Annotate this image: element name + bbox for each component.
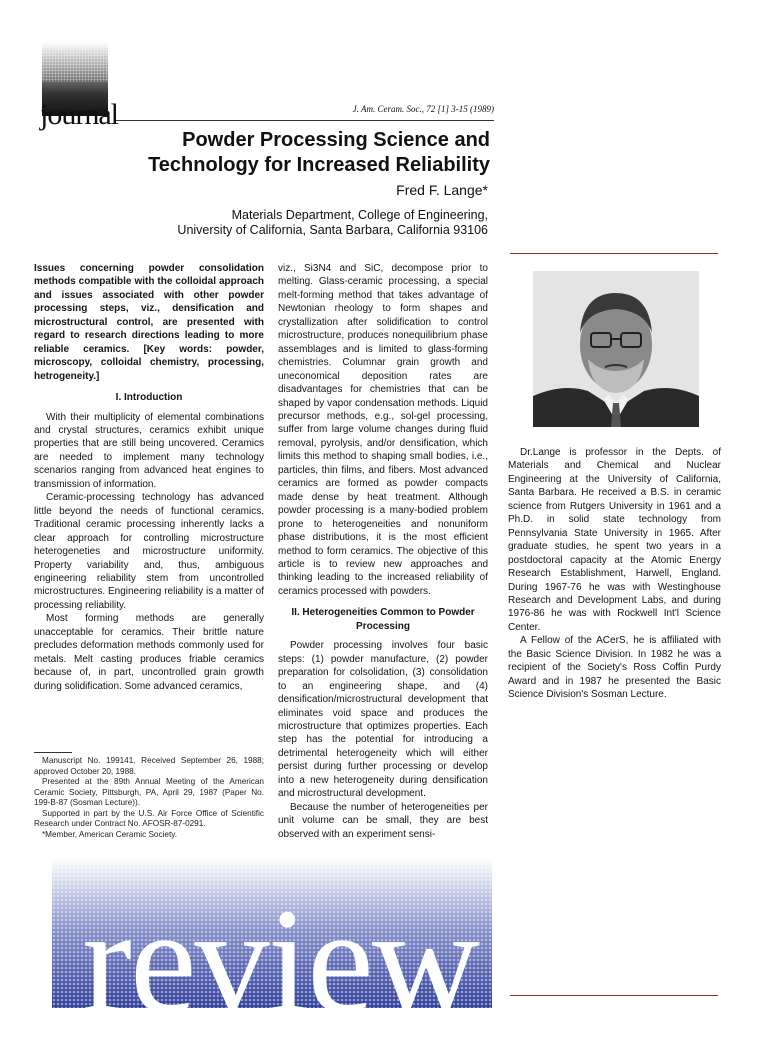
author-bio: [508, 446, 721, 702]
review-wordmark: review: [82, 878, 479, 1044]
author-portrait-icon: [533, 271, 699, 427]
footnote: Presented at the 89th Annual Meeting of the American Ceramic Society, Pittsburgh, PA, April 29, 1987 (Paper No. 199-B-87 (Sosman Lecture)).: [34, 777, 264, 807]
column-1: [34, 262, 264, 693]
bio-paragraph: A Fellow of the ACerS, he is affiliated with the Basic Science Division. In 1982 he was a recipient of the Society's Ross Coffin Purdy Award and in 1987 he presented the Basic Science Division's Sosman Lecture.: [508, 635, 721, 701]
footnote: Supported in part by the U.S. Air Force Office of Scientific Research under Contract No. AFOSR-87-0291.: [34, 808, 264, 828]
journal-wordmark: journal: [40, 98, 118, 131]
footnote: *Member, American Ceramic Society.: [42, 829, 177, 839]
title-line-2: Technology for Increased Reliability: [148, 154, 490, 176]
accent-rule-top: [510, 253, 718, 254]
paragraph: With their multiplicity of elemental combinations and crystal structures, ceramics exhibit unique properties that are still being uncovered. Ceramics are needed to implement many technology scenarios ranging from advanced heat engines to transmission of information.: [34, 411, 264, 490]
footnote: Manuscript No. 199141. Received September 26, 1988; approved October 20, 1988.: [34, 756, 264, 776]
footnote-rule: [34, 752, 72, 753]
accent-rule-bottom: [510, 995, 718, 996]
bio-paragraph: Dr.Lange is professor in the Depts. of Materials and Chemical and Nuclear Engineering at the University of California, Santa Barbara. He received a B.S. in ceramic science from Rutgers University in 1961 and a Ph.D. in solid state technology from Pennsylvania State University in 1965. After graduate studies, he spent two years in a postdoctoral capacity at the Atomic Energy Research Establishment, Harwell, England. During 1967-76 he was with Westinghouse Research and Development Labs, and during 1976-86 he was with Rockwell Int'l Science Center.: [508, 447, 721, 633]
affiliation-line-2: University of California, Santa Barbara, California 93106: [177, 223, 488, 237]
author-name: Fred F. Lange*: [396, 182, 488, 198]
abstract: Issues concerning powder consolidation methods compatible with the colloidal approach and issues associated with other powder processing steps, viz., densification and microstructural control, are presented with regard to research directions leading to more reliable ceramics. [Key words: powder, microscopy, colloidal chemistry, processing, hetrogeneity.]: [34, 263, 264, 382]
affiliation: [130, 208, 488, 238]
paragraph: Because the number of heterogeneities per unit volume can be small, they are best observed with an experiment sensi-: [278, 801, 488, 840]
section-heading-introduction: I. Introduction: [115, 392, 183, 404]
paragraph: Powder processing involves four basic steps: (1) powder manufacture, (2) powder preparation for colsolidation, (3) consolidation to an engineering shape, and (4) densification/microstructural development that eliminates void space and produces the microstructure that optimizes properties. Each step has the potential for introducing a detrimental heterogeneity which will either persist during further processing or develop into a new heterogeneity during densification and microstructural development.: [278, 640, 488, 800]
affiliation-line-1: Materials Department, College of Engineering,: [231, 208, 488, 222]
paragraph: Most forming methods are generally unacceptable for ceramics. Their brittle nature precludes deformation methods commonly used for metals. Melt casting produces friable ceramics because of, in part, uncontrolled grain growth during solidification. Some advanced ceramics,: [34, 613, 264, 692]
paragraph: viz., Si3N4 and SiC, decompose prior to melting. Glass-ceramic processing, a special melt-forming method that takes advantage of Newtonian rheology to form shapes and crystallization after solidification to control microstructure, produces nonequilibrium phase assemblages and is limited to glass-forming chemistries. Columnar grain growth and uneconomical deposition rates are disadvantages for chemistries that can be shaped by vapor condensation methods. Liquid precursor methods, e.g., sol-gel processing, suffer from large volume changes during fluid removal, pyrolysis, and/or densification, which limits this method to shaping small bodies, i.e., particles, thin films, and fibers. Most advanced ceramics are formed as powder compacts made dense by heat treatment. Although powder processing is a many-bodied problem prone to heterogeneities and nonuniform phase distributions, it is the most efficient method to form ceramics. The objective of this article is to review new approaches and thinking leading to the increased reliability of ceramics processed with powders.: [278, 263, 488, 597]
column-2: [278, 262, 488, 841]
masthead-rule: [116, 120, 494, 121]
footnotes: [34, 752, 264, 840]
title-line-1: Powder Processing Science and: [182, 129, 490, 151]
citation: J. Am. Ceram. Soc., 72 [1] 3-15 (1989): [352, 104, 494, 114]
paragraph: Ceramic-processing technology has advanced little beyond the needs of functional ceramics. Traditional ceramic processing inherently lacks a clear approach for controlling microstructure heterogeneties and microstructure uniformity. Property variability and, thus, ambiguous engineering reliability stem from uncontrolled microstructures. Engineering reliability is a matter of processing reliability.: [34, 492, 264, 611]
section-heading-heterogeneities: II. Heterogeneities Common to Powder Processing: [291, 607, 475, 632]
article-title: [120, 128, 490, 178]
